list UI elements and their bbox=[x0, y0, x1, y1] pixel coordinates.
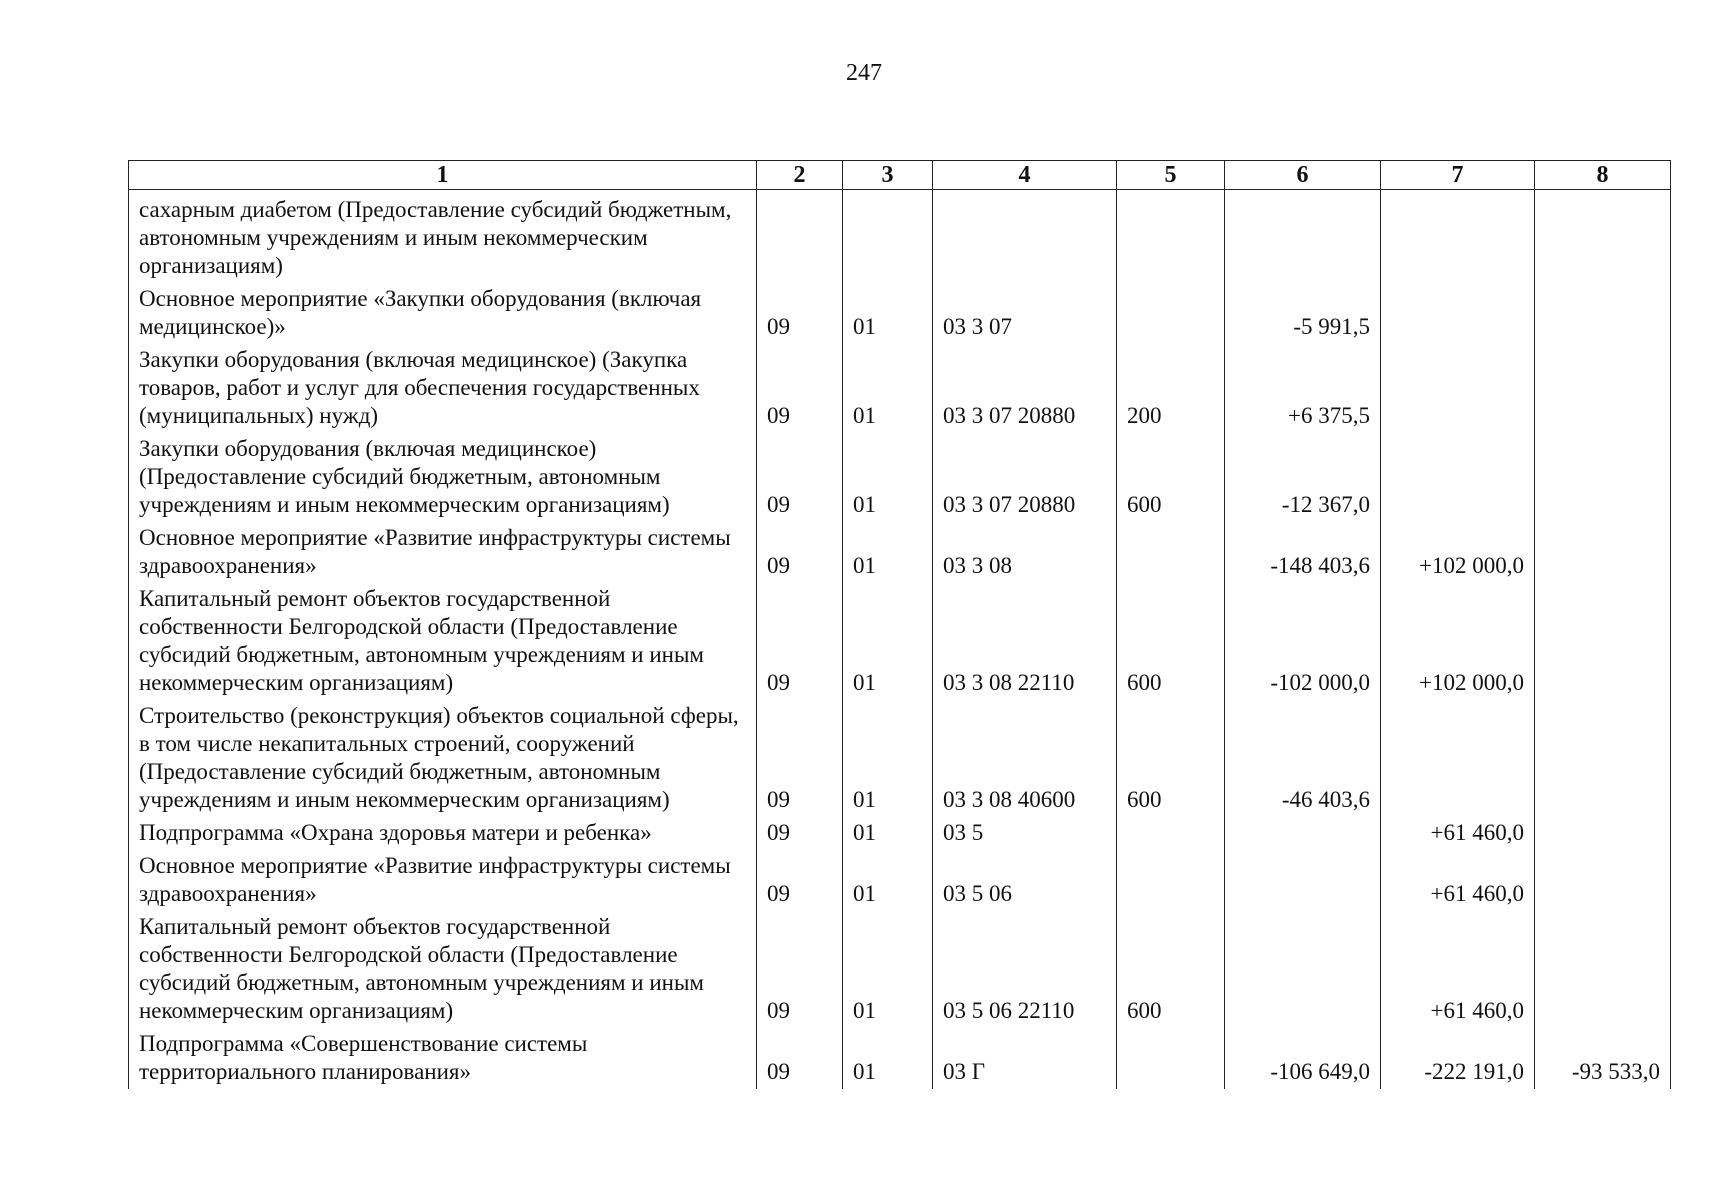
cell-amount-6: +6 375,5 bbox=[1225, 344, 1381, 433]
column-header-8: 8 bbox=[1535, 161, 1671, 190]
cell-amount-8: -93 533,0 bbox=[1535, 1028, 1671, 1089]
cell-name: Строительство (реконструкция) объектов социальной сферы, в том числе некапитальных строений, сооружений (Предоставление субсидий бюджетным, автономным учреждениям и иным некоммерческим организациям) bbox=[129, 700, 757, 817]
cell-amount-6 bbox=[1225, 817, 1381, 850]
column-header-6: 6 bbox=[1225, 161, 1381, 190]
cell-amount-7: +102 000,0 bbox=[1381, 522, 1535, 583]
cell-expense-type: 600 bbox=[1117, 583, 1225, 700]
column-header-7: 7 bbox=[1381, 161, 1535, 190]
cell-expense-type bbox=[1117, 1028, 1225, 1089]
cell-section: 09 bbox=[757, 522, 843, 583]
cell-amount-6: -106 649,0 bbox=[1225, 1028, 1381, 1089]
cell-subsection: 01 bbox=[843, 911, 933, 1028]
table-body bbox=[129, 190, 1671, 1090]
cell-name: сахарным диабетом (Предоставление субсидий бюджетным, автономным учреждениям и иным некоммерческим организациям) bbox=[129, 190, 757, 284]
cell-section: 09 bbox=[757, 700, 843, 817]
cell-target-article bbox=[933, 190, 1117, 284]
cell-expense-type bbox=[1117, 283, 1225, 344]
cell-expense-type: 600 bbox=[1117, 700, 1225, 817]
table-row bbox=[129, 700, 1671, 817]
cell-target-article: 03 3 07 20880 bbox=[933, 344, 1117, 433]
cell-amount-7: +61 460,0 bbox=[1381, 850, 1535, 911]
column-header-3: 3 bbox=[843, 161, 933, 190]
cell-expense-type bbox=[1117, 190, 1225, 284]
cell-target-article: 03 5 06 22110 bbox=[933, 911, 1117, 1028]
cell-amount-8 bbox=[1535, 817, 1671, 850]
cell-amount-6: -5 991,5 bbox=[1225, 283, 1381, 344]
cell-target-article: 03 3 08 22110 bbox=[933, 583, 1117, 700]
budget-table bbox=[128, 160, 1671, 1089]
cell-subsection: 01 bbox=[843, 283, 933, 344]
cell-section: 09 bbox=[757, 817, 843, 850]
cell-subsection: 01 bbox=[843, 817, 933, 850]
cell-name: Основное мероприятие «Развитие инфраструктуры системы здравоохранения» bbox=[129, 522, 757, 583]
header-row bbox=[129, 161, 1671, 190]
cell-amount-8 bbox=[1535, 283, 1671, 344]
cell-name: Капитальный ремонт объектов государственной собственности Белгородской области (Предоставление субсидий бюджетным, автономным учреждениям и иным некоммерческим организациям) bbox=[129, 911, 757, 1028]
cell-expense-type: 200 bbox=[1117, 344, 1225, 433]
column-header-1: 1 bbox=[129, 161, 757, 190]
page-number: 247 bbox=[846, 60, 882, 86]
cell-subsection: 01 bbox=[843, 583, 933, 700]
cell-subsection: 01 bbox=[843, 1028, 933, 1089]
cell-amount-6: -148 403,6 bbox=[1225, 522, 1381, 583]
cell-name: Капитальный ремонт объектов государственной собственности Белгородской области (Предоставление субсидий бюджетным, автономным учреждениям и иным некоммерческим организациям) bbox=[129, 583, 757, 700]
cell-subsection: 01 bbox=[843, 850, 933, 911]
column-header-2: 2 bbox=[757, 161, 843, 190]
cell-subsection: 01 bbox=[843, 344, 933, 433]
cell-amount-7 bbox=[1381, 700, 1535, 817]
cell-amount-8 bbox=[1535, 911, 1671, 1028]
table-row bbox=[129, 433, 1671, 522]
cell-amount-6 bbox=[1225, 850, 1381, 911]
cell-amount-7 bbox=[1381, 433, 1535, 522]
cell-amount-7: +61 460,0 bbox=[1381, 911, 1535, 1028]
cell-name: Подпрограмма «Совершенствование системы территориального планирования» bbox=[129, 1028, 757, 1089]
cell-amount-6: -12 367,0 bbox=[1225, 433, 1381, 522]
table-row bbox=[129, 344, 1671, 433]
cell-subsection: 01 bbox=[843, 522, 933, 583]
cell-amount-8 bbox=[1535, 344, 1671, 433]
cell-section: 09 bbox=[757, 1028, 843, 1089]
cell-target-article: 03 5 06 bbox=[933, 850, 1117, 911]
cell-target-article: 03 5 bbox=[933, 817, 1117, 850]
cell-target-article: 03 3 08 bbox=[933, 522, 1117, 583]
cell-expense-type: 600 bbox=[1117, 911, 1225, 1028]
cell-name: Подпрограмма «Охрана здоровья матери и ребенка» bbox=[129, 817, 757, 850]
cell-subsection bbox=[843, 190, 933, 284]
cell-section bbox=[757, 190, 843, 284]
cell-target-article: 03 3 07 20880 bbox=[933, 433, 1117, 522]
cell-section: 09 bbox=[757, 583, 843, 700]
cell-amount-6 bbox=[1225, 911, 1381, 1028]
cell-amount-8 bbox=[1535, 850, 1671, 911]
table-row bbox=[129, 190, 1671, 284]
cell-amount-6: -46 403,6 bbox=[1225, 700, 1381, 817]
cell-section: 09 bbox=[757, 433, 843, 522]
cell-name: Закупки оборудования (включая медицинское) (Закупка товаров, работ и услуг для обеспечения государственных (муниципальных) нужд) bbox=[129, 344, 757, 433]
cell-target-article: 03 3 07 bbox=[933, 283, 1117, 344]
cell-expense-type bbox=[1117, 850, 1225, 911]
table-row bbox=[129, 911, 1671, 1028]
table-row bbox=[129, 522, 1671, 583]
cell-amount-8 bbox=[1535, 190, 1671, 284]
table-row bbox=[129, 283, 1671, 344]
cell-subsection: 01 bbox=[843, 700, 933, 817]
cell-expense-type bbox=[1117, 817, 1225, 850]
column-header-4: 4 bbox=[933, 161, 1117, 190]
cell-amount-8 bbox=[1535, 700, 1671, 817]
table-row bbox=[129, 583, 1671, 700]
cell-expense-type: 600 bbox=[1117, 433, 1225, 522]
table-row bbox=[129, 850, 1671, 911]
cell-name: Основное мероприятие «Развитие инфраструктуры системы здравоохранения» bbox=[129, 850, 757, 911]
cell-name: Основное мероприятие «Закупки оборудования (включая медицинское)» bbox=[129, 283, 757, 344]
cell-amount-7: +102 000,0 bbox=[1381, 583, 1535, 700]
cell-amount-7 bbox=[1381, 344, 1535, 433]
cell-amount-8 bbox=[1535, 433, 1671, 522]
cell-section: 09 bbox=[757, 344, 843, 433]
cell-name: Закупки оборудования (включая медицинское) (Предоставление субсидий бюджетным, автономным учреждениям и иным некоммерческим организациям) bbox=[129, 433, 757, 522]
cell-amount-7 bbox=[1381, 190, 1535, 284]
cell-amount-7: +61 460,0 bbox=[1381, 817, 1535, 850]
cell-amount-7 bbox=[1381, 283, 1535, 344]
column-header-5: 5 bbox=[1117, 161, 1225, 190]
cell-amount-7: -222 191,0 bbox=[1381, 1028, 1535, 1089]
cell-section: 09 bbox=[757, 283, 843, 344]
cell-amount-6 bbox=[1225, 190, 1381, 284]
cell-amount-8 bbox=[1535, 522, 1671, 583]
cell-section: 09 bbox=[757, 911, 843, 1028]
cell-target-article: 03 Г bbox=[933, 1028, 1117, 1089]
cell-target-article: 03 3 08 40600 bbox=[933, 700, 1117, 817]
table-row bbox=[129, 817, 1671, 850]
cell-section: 09 bbox=[757, 850, 843, 911]
cell-subsection: 01 bbox=[843, 433, 933, 522]
cell-expense-type bbox=[1117, 522, 1225, 583]
cell-amount-6: -102 000,0 bbox=[1225, 583, 1381, 700]
table-row bbox=[129, 1028, 1671, 1089]
cell-amount-8 bbox=[1535, 583, 1671, 700]
